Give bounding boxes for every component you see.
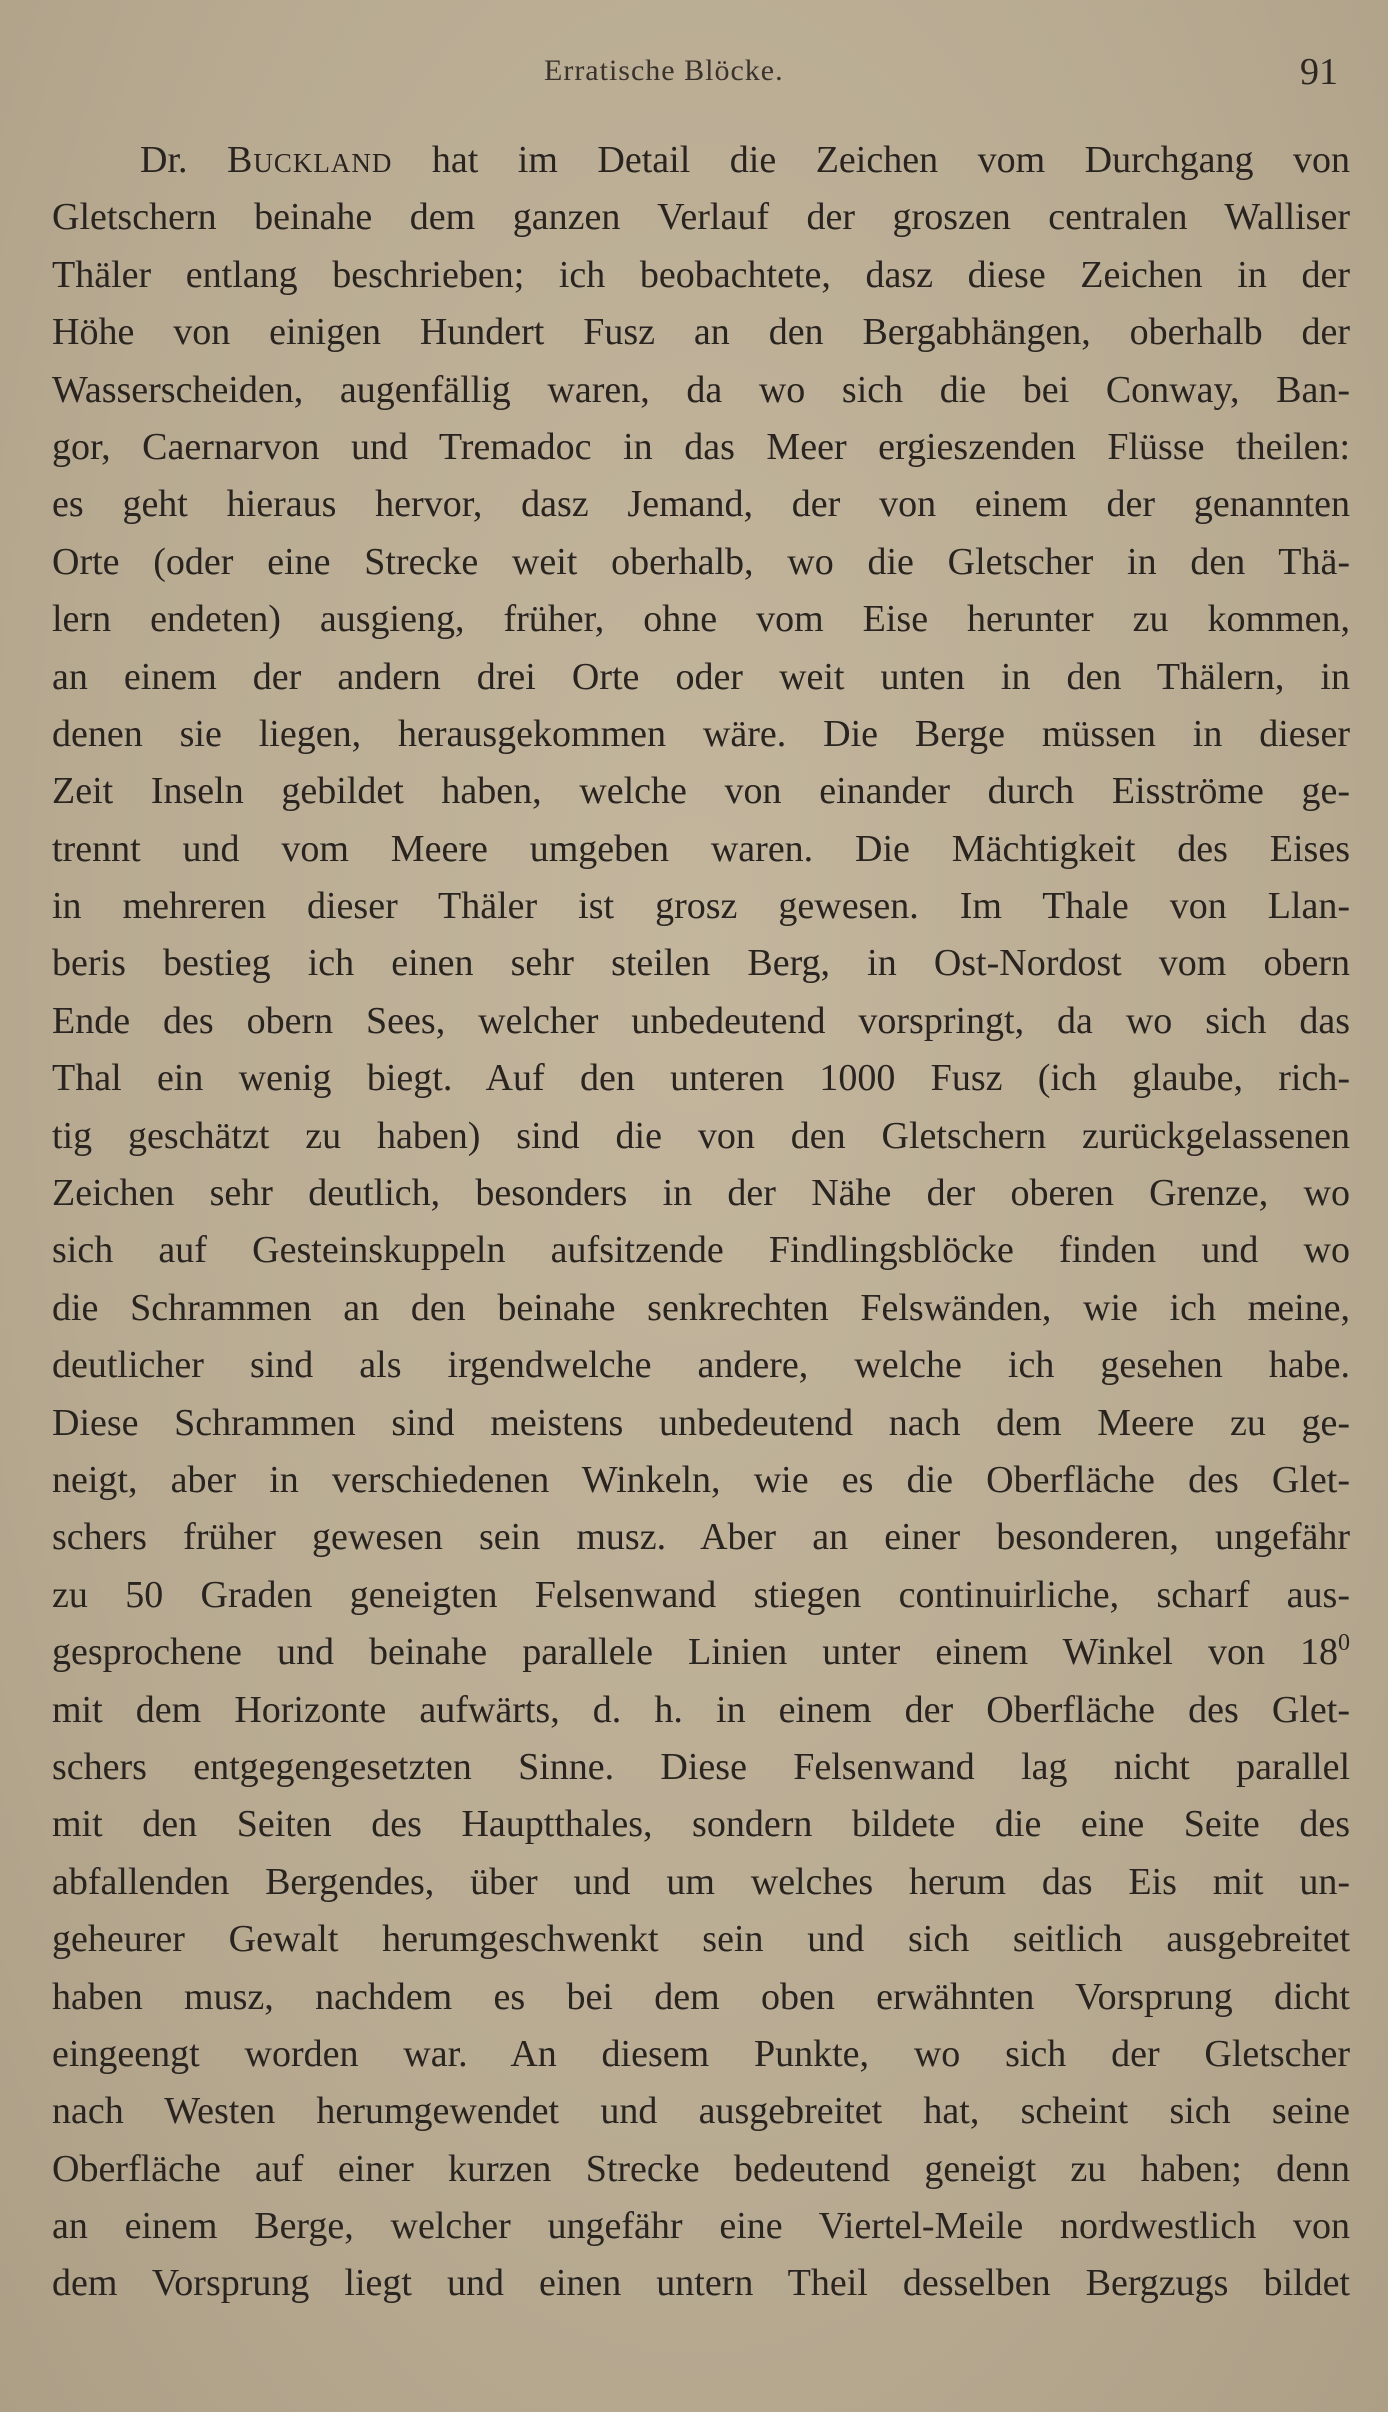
text-line: Orte (oder eine Strecke weit oberhalb, wo die Gletscher in den Thä- [52,540,1350,583]
running-head [0,50,1388,110]
text-line: sich auf Gesteinskuppeln aufsitzende Findlingsblöcke finden und wo [52,1229,1350,1272]
text-line: Diese Schrammen sind meistens unbedeutend nach dem Meere zu ge- [52,1401,1350,1444]
text-line: haben musz, nachdem es bei dem oben erwähnten Vorsprung dicht [52,1975,1350,2018]
text-line: trennt und vom Meere umgeben waren. Die Mächtigkeit des Eises [52,827,1350,870]
author-name: Buckland [227,139,393,181]
text-line: in mehreren dieser Thäler ist grosz gewesen. Im Thale von Llan- [52,885,1350,928]
text-line: abfallenden Bergendes, über und um welches herum das Eis mit un- [52,1860,1350,1903]
text-line: neigt, aber in verschiedenen Winkeln, wie es die Oberfläche des Glet- [52,1458,1350,1501]
text-line: die Schrammen an den beinahe senkrechten Felswänden, wie ich meine, [52,1286,1350,1329]
text-line: geheurer Gewalt herumgeschwenkt sein und sich seitlich ausgebreitet [52,1918,1350,1961]
text-line: Thal ein wenig biegt. Auf den unteren 1000 Fusz (ich glaube, rich- [52,1057,1350,1100]
text-line: Höhe von einigen Hundert Fusz an den Bergabhängen, oberhalb der [52,311,1350,354]
text-line: zu 50 Graden geneigten Felsenwand stiegen continuirliche, scharf aus- [52,1573,1350,1616]
text-line: denen sie liegen, herausgekommen wäre. Die Berge müssen in dieser [52,712,1350,755]
text-line: mit dem Horizonte aufwärts, d. h. in einem der Oberfläche des Glet- [52,1688,1350,1731]
text-line: schers früher gewesen sein musz. Aber an einer besonderen, ungefähr [52,1516,1350,1559]
running-title: Erratische Blöcke. [544,54,784,87]
text-line: Ende des obern Sees, welcher unbedeutend vorspringt, da wo sich das [52,999,1350,1042]
text-line: es geht hieraus hervor, dasz Jemand, der von einem der genannten [52,483,1350,526]
text-line: nach Westen herumgewendet und ausgebreitet hat, scheint sich seine [52,2090,1350,2133]
text-line: Zeichen sehr deutlich, besonders in der Nähe der oberen Grenze, wo [52,1172,1350,1215]
text-line: an einem der andern drei Orte oder weit unten in den Thälern, in [52,655,1350,698]
degree-line-text: gesprochene und beinahe parallele Linien unter einem Winkel von 18 [52,1631,1338,1674]
text-line: gor, Caernarvon und Tremadoc in das Meer ergieszenden Flüsse theilen: [52,425,1350,468]
degree-superscript: 0 [1338,1630,1350,1657]
text-line: Gletschern beinahe dem ganzen Verlauf der groszen centralen Walliser [52,196,1350,239]
text-line: tig geschätzt zu haben) sind die von den Gletschern zurückgelassenen [52,1114,1350,1157]
text-line: Oberfläche auf einer kurzen Strecke bedeutend geneigt zu haben; denn [52,2147,1350,2190]
page-number: 91 [1300,51,1338,93]
body-text [52,132,1350,2313]
text-line: eingeengt worden war. An diesem Punkte, wo sich der Gletscher [52,2032,1350,2075]
text-line [52,1624,1350,1681]
title-abbrev: Dr. [140,139,188,181]
text-line: Wasserscheiden, augenfällig waren, da wo sich die bei Conway, Ban- [52,368,1350,411]
text-line: deutlicher sind als irgendwelche andere, welche ich gesehen habe. [52,1344,1350,1387]
text-line: lern endeten) ausgieng, früher, ohne vom Eise herunter zu kommen, [52,598,1350,641]
text-line: Thäler entlang beschrieben; ich beobachtete, dasz diese Zeichen in der [52,253,1350,296]
text-line: beris bestieg ich einen sehr steilen Berg, in Ost-Nordost vom obern [52,942,1350,985]
text-line [52,132,1350,189]
text-line: dem Vorsprung liegt und einen untern Theil desselben Bergzugs bildet [52,2262,1350,2305]
text-line: Zeit Inseln gebildet haben, welche von einander durch Eisströme ge- [52,770,1350,813]
text-line-rest: hat im Detail die Zeichen vom Durchgang von [431,139,1350,181]
text-line: schers entgegengesetzten Sinne. Diese Felsenwand lag nicht parallel [52,1745,1350,1788]
text-line: an einem Berge, welcher ungefähr eine Viertel-Meile nordwestlich von [52,2205,1350,2248]
text-line: mit den Seiten des Hauptthales, sondern bildete die eine Seite des [52,1803,1350,1846]
